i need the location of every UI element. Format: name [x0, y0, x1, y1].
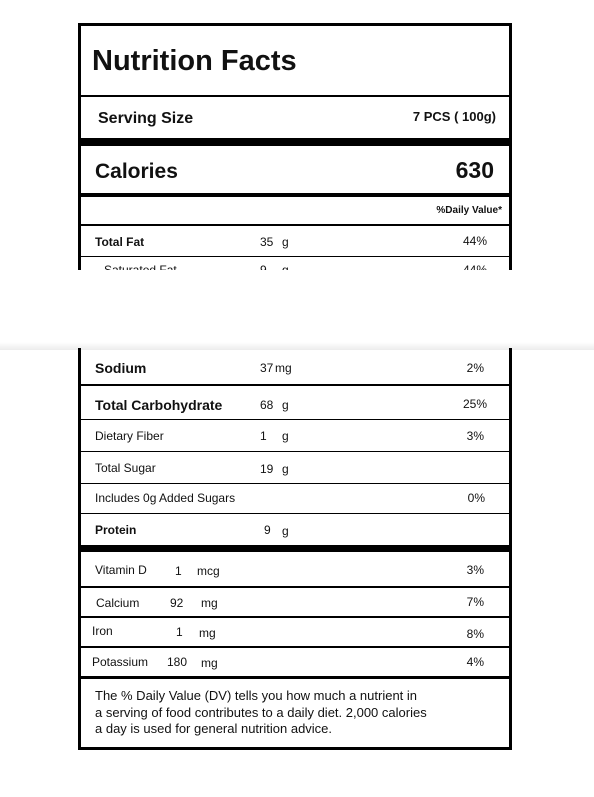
vitamin-unit: mg: [201, 656, 218, 670]
nutrient-name: Total Sugar: [95, 461, 156, 475]
nutrient-unit: g: [282, 524, 289, 538]
divider: [80, 451, 510, 452]
nutrient-unit: g: [282, 398, 289, 412]
divider: [80, 586, 510, 588]
divider: [80, 419, 510, 420]
vitamin-unit: mcg: [197, 564, 220, 578]
divider: [80, 384, 510, 386]
daily-value-header: %Daily Value*: [436, 205, 502, 216]
vitamin-daily-value: 7%: [466, 595, 484, 609]
nutrient-daily-value: 2%: [466, 361, 484, 375]
footnote-line: The % Daily Value (DV) tells you how much a nutrient in: [95, 688, 418, 703]
vitamin-amount: 1: [175, 564, 182, 578]
vitamin-daily-value: 8%: [466, 627, 484, 641]
footnote-line: a day is used for general nutrition advice.: [95, 721, 333, 736]
nutrient-unit: mg: [275, 361, 292, 375]
label-top-border: [78, 23, 512, 26]
vitamin-amount: 92: [170, 596, 184, 610]
label-bottom-border: [78, 747, 512, 750]
nutrient-amount: 68: [260, 398, 274, 412]
nutrient-name: Includes 0g Added Sugars: [95, 491, 236, 505]
calories-value: 630: [455, 157, 494, 183]
screenshot-gap-edge: [0, 342, 594, 350]
serving-size-value: 7 PCS ( 100g): [412, 109, 496, 124]
divider: [80, 95, 510, 97]
thick-divider: [80, 545, 510, 552]
nutrient-amount: 19: [260, 462, 274, 476]
nutrient-name: Total Carbohydrate: [95, 397, 223, 413]
thick-divider: [80, 138, 510, 146]
nutrient-daily-value: 3%: [466, 429, 484, 443]
vitamin-unit: mg: [199, 626, 216, 640]
divider: [80, 256, 510, 257]
divider: [80, 616, 510, 618]
vitamin-daily-value: 4%: [466, 655, 484, 669]
nutrient-amount: 37: [260, 361, 274, 375]
divider: [80, 224, 510, 226]
label-right-border: [509, 23, 512, 270]
nutrient-daily-value: 0%: [467, 491, 485, 505]
serving-size-label: Serving Size: [98, 110, 194, 127]
nutrient-amount: 9: [264, 523, 271, 537]
vitamin-amount: 1: [176, 625, 183, 639]
nutrient-unit: g: [282, 462, 289, 476]
divider: [80, 513, 510, 514]
divider: [80, 193, 510, 197]
vitamin-name: Vitamin D: [95, 563, 147, 577]
divider: [80, 483, 510, 484]
screenshot-gap: [0, 270, 594, 343]
nutrient-unit: g: [282, 235, 289, 249]
thick-divider: [80, 676, 510, 679]
nutrient-amount: 35: [260, 235, 274, 249]
nutrient-unit: g: [282, 429, 289, 443]
nutrient-daily-value: 44%: [462, 234, 487, 248]
calories-label: Calories: [95, 160, 178, 183]
vitamin-unit: mg: [201, 596, 218, 610]
nutrient-name: Total Fat: [95, 235, 145, 249]
vitamin-daily-value: 3%: [466, 563, 484, 577]
nutrient-name: Dietary Fiber: [95, 429, 164, 443]
divider: [80, 646, 510, 648]
vitamin-name: Iron: [92, 624, 113, 638]
label-title: Nutrition Facts: [92, 45, 297, 77]
vitamin-name: Calcium: [96, 596, 140, 610]
vitamin-amount: 180: [167, 655, 188, 669]
label-left-border: [78, 23, 81, 270]
nutrient-name: Sodium: [95, 360, 147, 376]
footnote-line: a serving of food contributes to a daily diet. 2,000 calories: [95, 705, 427, 720]
nutrient-amount: 1: [260, 429, 267, 443]
nutrient-name: Protein: [95, 523, 137, 537]
vitamin-name: Potassium: [92, 655, 149, 669]
nutrient-daily-value: 25%: [462, 397, 487, 411]
